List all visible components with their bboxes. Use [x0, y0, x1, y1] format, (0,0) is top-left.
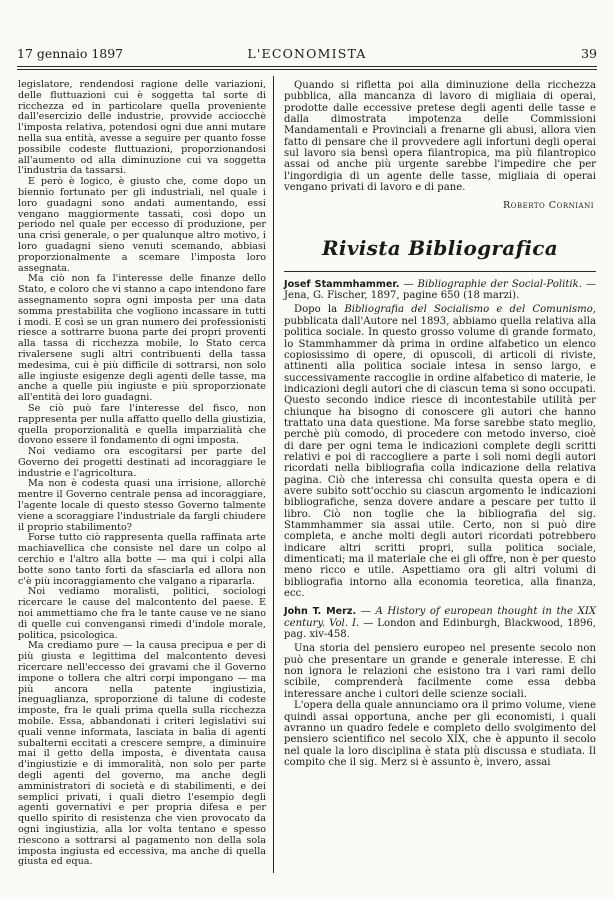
section-rule [284, 271, 596, 272]
column-divider [273, 76, 274, 873]
journal-title: L'ECONOMISTA [247, 46, 367, 61]
paragraph: Ma crediamo pure — la causa precipua e per di più giusta e legittima del malcontento devesi ricercare nell'eccesso dei gravami che il Governo impone o tollera che altri corpi impongano — ma più ancora nella patente ingiustizia, ineguaglianza, sproporzione di talune di codeste imposte, fra le quali prima quella sulla ricchezza mobile. Essa, abbandonati i criteri legislativi sui quali venne informata, lasciata in balìa di agenti subalterni eccitati a crescere sempre, a diminuire mai il getto della imposta, è diventata causa d'ingiustizie e di immoralità, non solo per parte degli agenti del governo, ma anche degli amministratori di società e di stabilimenti, e dei semplici privati, i quali dietro l'esempio degli agenti governativi e per propria difesa e per quello spirito di resistenza che vien provocato da ogni ingiustizia, alla lor volta tentano e spesso riescono a sottrarsi al pagamento non della sola imposta ingiusta ed eccessiva, ma anche di quella giusta ed equa. [18, 640, 266, 868]
header-rule [17, 66, 597, 67]
citation-dash: — [356, 606, 376, 618]
section-title: Rivista Bibliografica [322, 235, 558, 260]
page-header [17, 44, 597, 66]
paragraph: E però è logico, è giusto che, come dopo un biennio fortunato per gli industriali, nel quale i loro guadagni sono andati aumentando, essi vengano maggiormente tassati, così dopo un periodo nel quale per eccesso di produzione, per una crisi generale, o per qualunque altro motivo, i loro guadagni sieno venuti scemando, abbiasi proporzionalmente a scemare l'imposta loro assegnata. [18, 176, 266, 274]
review-body [284, 304, 596, 599]
review-title: Bibliographie der Social-Politik. [417, 278, 582, 290]
header-date: 17 gennaio 1897 [17, 46, 124, 61]
paragraph: Noi vediamo moralisti, politici, sociologi ricercare le cause del malcontento del paese. E noi ammettiamo che fra le tante cause ve ne siano di quelle cui convengansi rimedi d'indole morale, politica, psicologica. [18, 586, 266, 641]
review-author: Josef Stammhammer. [284, 278, 400, 290]
paragraph: Ma ciò non fa l'interesse delle finanze dello Stato, e coloro che vi stanno a capo intendono fare assegnamento sopra ogni imposta per una data somma prestabilita che vogliono incassare in tutti i modi. E così se un gran numero dei professionisti riesce a sottrarre buona parte dei propri proventi alla tassa di ricchezza mobile, lo Stato cerca rivalersene sugli altri contribuenti della tassa medesima, cui è più difficile di sottrarsi, non solo alle ingiuste esigenze degli agenti delle tasse, ma anche a quelle più ingiuste e più sproporzionate all'entità dei loro guadagni. [18, 273, 266, 404]
paragraph: Se ciò può fare l'interesse del fisco, non rappresenta per nulla affatto quello della giustizia, quella proporzionalità e quella imparzialità che dovono essere il fondamento di ogni imposta. [18, 402, 266, 447]
right-column [284, 80, 596, 772]
review-entry [284, 279, 596, 600]
review-citation [284, 606, 596, 640]
review-publication: — London and Edinburgh, Blackwood, 1896, pag. xiv-458. [284, 617, 596, 641]
review-publication: — Jena, G. Fischer, 1897, pagine 650 (18 marzi). [284, 278, 597, 302]
review-body-start: Dopo la [294, 304, 345, 316]
review-body: L'opera della quale annunciamo ora il primo volume, viene quindi assai opportuna, anche per gli economisti, i quali avranno un quadro fedele e completo dello svolgimento del pensiero scientifico nel secolo XIX, che è appunto il secolo nel quale la loro disciplina è stata più discussa e studiata. Il compito che il sig. Merz si è assunto è, invero, assai [284, 700, 596, 768]
left-column [18, 80, 266, 868]
paragraph: Forse tutto ciò rappresenta quella raffinata arte machiavellica che consiste nel dare un colpo al cerchio e l'altro alla botte — ma qui i colpi alla botte sono tanto forti da sfasciarla ed allora non c'è più incoraggiamento che valgano a ripararla. [18, 532, 266, 587]
review-body: Una storia del pensiero europeo nel presente secolo non può che presentare un grande e generale interesse. E chi non ignora le relazioni che esistono tra i vari rami dello scibile, comprenderà facilmente come essa debba interessare anche i cultori delle scienze sociali. [284, 643, 596, 700]
paragraph: legislatore, rendendosi ragione delle variazioni, delle fluttuazioni cui è soggetta tal sorte di ricchezza ed in particolare quella proveniente dall'esercizio delle industrie, provvide acciocchè l'imposta relativa, potendosi ogni due anni mutare nella sua entità, avesse a seguire per quanto fosse possibile codeste fluttuazioni, proporzionandosi all'aumento od alla diminuzione cui va soggetta l'industria da tassarsi. [18, 79, 266, 177]
paragraph: Ma non è codesta quasi una irrisione, allorchè mentre il Governo centrale pensa ad incoraggiare, l'agente locale di questo stesso Governo talmente viene a scoraggiare l'industriale da fargli chiudere il proprio stabilimento? [18, 478, 266, 533]
review-body-title: Bibliografia del Socialismo e del Comunismo, [344, 304, 596, 316]
review-body-rest: pubblicata dall'Autore nel 1893, abbiamo quella relativa alla politica sociale. In questo grosso volume di grande formato, lo Stammhammer dà prima in ordine alfabetico un elenco copiosissimo di opere, di opuscoli, di articoli di riviste, attinenti alla politica sociale intesa in senso largo, e successivamente raccoglie in ordine alfabetico di materie, le indicazioni degli autori che di ciascun tema si sono occupati. Questo secondo indice riesce di incontestabile utilità per chiunque ha bisogno di conoscere gli autori che hanno trattato una data questione. Ma forse sarebbe stato meglio, perchè più comodo, di procedere con metodo inverso, cioè di dare per ogni tema le indicazioni complete degli scritti relativi e poi di raccogliere a parte i soli nomi degli autori ricordati nella bibliografia colla indicazione della relativa pagina. Ciò che interessa chi consulta questa opera e di avere subito sott'occhio su ciascun argomento le indicazioni bibliografiche, senza dovere andare a pescare per tutto il libro. Ciò non toglie che la bibliografia del sig. Stammhammer sia assai utile. Certo, non si può dire completa, e anche molti degli autori ricordati potrebbero indicare altri scritti propri, sulla politica sociale, dimenticati; ma il materiale che ei gli offre, non è per questo meno ricco e utile. Aspettiamo ora gli altri volumi di bibliografia intorno alla economia teoretica, alla finanza, ecc. [284, 315, 596, 600]
author-signature: Roberto Corniani [502, 200, 594, 212]
review-title: A History of european thought in the XIX century. Vol. I. [284, 606, 597, 629]
review-entry [284, 606, 596, 768]
header-rule-thin [17, 69, 597, 70]
citation-dash: — [399, 278, 418, 290]
review-citation [284, 279, 596, 302]
review-author: John T. Merz. [284, 606, 357, 618]
paragraph: Noi vediamo ora escogitarsi per parte del Governo dei progetti destinati ad incoraggiare le industrie e l'agricoltura. [18, 446, 266, 479]
page-number: 39 [581, 46, 597, 61]
paragraph: Quando si rifletta poi alla diminuzione della ricchezza pubblica, alla mancanza di lavoro di migliaia di operai, prodotte dalle eccessive pretese degli agenti delle tasse e dalla dimostrata impotenza delle Commissioni Mandamentali e Provinciali a frenarne gli abusi, allora vien fatto di pensare che il provvedere agli infortuni degli operai sul lavoro sia bensì opera filantropica, ma più filantropico assai od anche più urgente sarebbe l'impedire che per l'ingordigia di un agente delle tasse, migliaia di operai vengano privati di lavoro e di pane. [284, 80, 596, 194]
